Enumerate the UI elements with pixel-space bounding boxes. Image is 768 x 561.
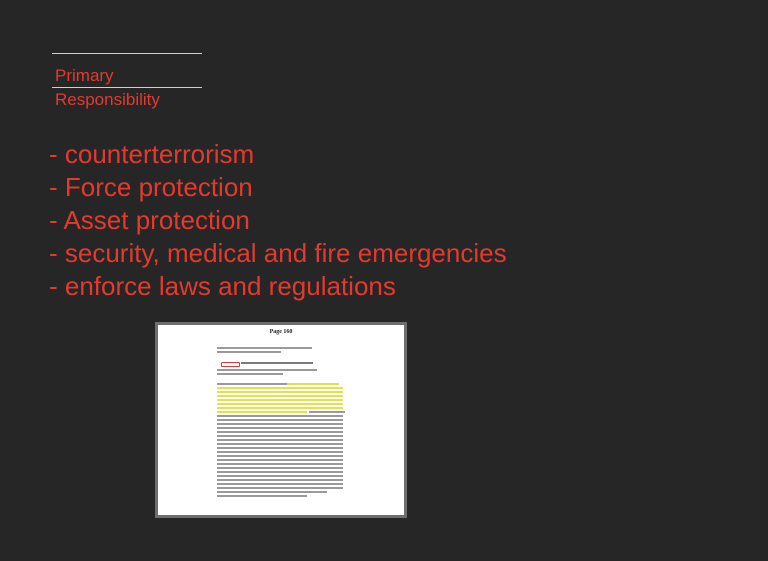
document-text-line [217,451,343,453]
document-text-line [217,475,343,477]
redaction-stamp [221,362,240,367]
document-text-line [217,491,327,493]
document-text-line [217,347,312,349]
document-text-line [241,362,313,364]
document-text-line [309,411,345,413]
document-text-line [217,415,343,417]
document-text-line [217,391,343,393]
document-text-line [217,443,343,445]
document-text-line [217,471,343,473]
list-item: - Force protection [49,172,253,202]
list-item: - Asset protection [49,205,250,235]
heading-top-rule [52,53,202,54]
document-text-line [217,487,343,489]
list-item: - enforce laws and regulations [49,271,396,301]
document-screenshot [155,322,407,518]
document-text-line [217,447,343,449]
document-text-line [217,407,343,409]
document-text-line [217,479,343,481]
list-item: - security, medical and fire emergencies [49,238,507,268]
document-text-line [217,423,343,425]
document-text-line [217,483,343,485]
document-text-line [217,467,343,469]
document-text-line [217,459,343,461]
document-text-line [217,351,281,353]
document-text-line [217,373,283,375]
document-text-line [217,427,343,429]
document-text-line [217,455,343,457]
document-text-line [217,463,343,465]
document-text-line [217,439,343,441]
document-text-line [217,411,307,413]
document-text-line [217,399,343,401]
responsibility-list [49,138,507,303]
heading-responsibility: Responsibility [55,90,160,109]
document-text-line [217,387,343,389]
document-text-line [217,435,343,437]
document-text-line [217,395,343,397]
heading-primary: Primary [55,66,114,85]
list-item: - counterterrorism [49,139,255,169]
document-text-line [217,403,343,405]
document-text-line [217,495,307,497]
document-page-title: Page 160 [269,329,293,335]
heading-divider-rule [52,87,202,88]
document-page [158,325,404,515]
document-text-line [217,431,343,433]
document-text-line [217,419,343,421]
document-text-line [287,383,339,385]
document-text-line [217,369,317,371]
